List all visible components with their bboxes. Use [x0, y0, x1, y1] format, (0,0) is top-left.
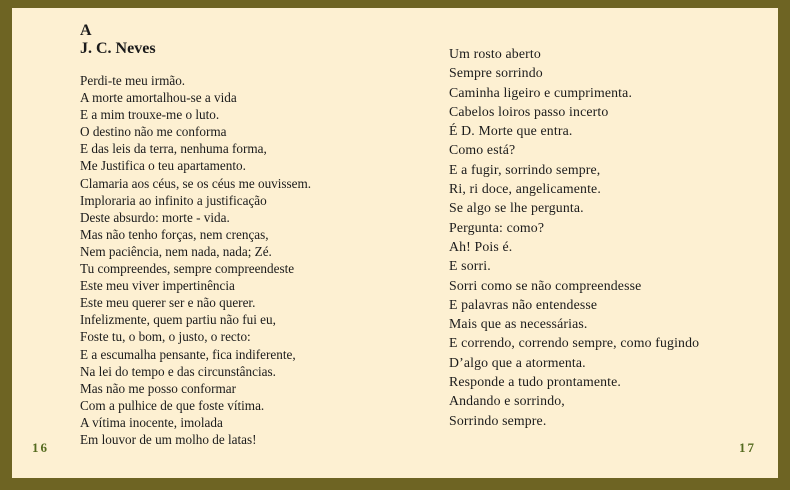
poem-line: Responde a tudo prontamente. — [449, 374, 622, 390]
poem-line: Na lei do tempo e das circunstâncias. — [80, 363, 276, 379]
poem-line: Ah! Pois é. — [449, 238, 513, 254]
poem-line: O destino não me conforma — [80, 124, 227, 140]
poem-line: Ri, ri doce, angelicamente. — [449, 181, 601, 197]
poem-line: Em louvor de um molho de latas! — [80, 431, 257, 447]
poem-line: Sempre sorrindo — [449, 65, 543, 81]
poem-line: Tu compreendes, sempre compreendeste — [80, 261, 295, 277]
poem-line: Este meu querer ser e não querer. — [80, 295, 256, 311]
poem-line: Deste absurdo: morte - vida. — [80, 209, 230, 225]
poem-line: D’algo que a atormenta. — [449, 354, 586, 370]
title-line-1: A — [80, 22, 92, 39]
poem-line: Imploraria ao infinito a justificação — [80, 192, 267, 208]
page-number-right: 17 — [739, 440, 756, 455]
poem-line: A morte amortalhou-se a vida — [80, 90, 237, 106]
page-number-left: 16 — [32, 440, 49, 455]
poem-line: Andando e sorrindo, — [449, 393, 565, 409]
poem-line: A vítima inocente, imolada — [80, 414, 223, 430]
poem-line: Se algo se lhe pergunta. — [449, 200, 584, 216]
book-spread — [12, 8, 778, 478]
poem-line: Cabelos loiros passo incerto — [449, 103, 609, 119]
poem-title — [80, 22, 410, 58]
poem-line: É D. Morte que entra. — [449, 123, 573, 139]
poem-line: E a escumalha pensante, fica indiferente, — [80, 346, 296, 362]
poem-line: Este meu viver impertinência — [80, 278, 235, 294]
poem-line: Mais que as necessárias. — [449, 316, 588, 332]
left-poem-body — [80, 72, 410, 448]
poem-line: E palavras não entendesse — [449, 296, 598, 312]
poem-line: Infelizmente, quem partiu não fui eu, — [80, 312, 276, 328]
poem-line: E sorri. — [449, 258, 491, 274]
poem-line: E a mim trouxe-me o luto. — [80, 107, 220, 123]
left-page-text — [80, 22, 410, 448]
poem-line: Perdi-te meu irmão. — [80, 73, 186, 88]
poem-line: Sorri como se não compreendesse — [449, 277, 642, 293]
poem-line: Mas não tenho forças, nem crenças, — [80, 226, 269, 242]
poem-line: Mas não me posso conformar — [80, 380, 237, 396]
poem-line: E a fugir, sorrindo sempre, — [449, 161, 601, 177]
poem-line: Clamaria aos céus, se os céus me ouvissem. — [80, 175, 312, 191]
poem-line: Um rosto aberto — [449, 46, 541, 61]
poem-line: Pergunta: como? — [449, 219, 545, 235]
poem-line: Foste tu, o bom, o justo, o recto: — [80, 329, 251, 345]
poem-line: E correndo, correndo sempre, como fugindo — [449, 335, 700, 351]
poem-line: Sorrindo sempre. — [449, 412, 547, 428]
poem-line: Caminha ligeiro e cumprimenta. — [449, 84, 633, 100]
poem-line: Como está? — [449, 142, 516, 158]
poem-line: Com a pulhice de que foste vítima. — [80, 397, 265, 413]
right-page-text — [449, 44, 769, 430]
poem-line: E das leis da terra, nenhuma forma, — [80, 141, 267, 157]
author-name: J. C. Neves — [80, 40, 156, 57]
poem-line: Me Justifica o teu apartamento. — [80, 158, 246, 174]
poem-line: Nem paciência, nem nada, nada; Zé. — [80, 243, 272, 259]
